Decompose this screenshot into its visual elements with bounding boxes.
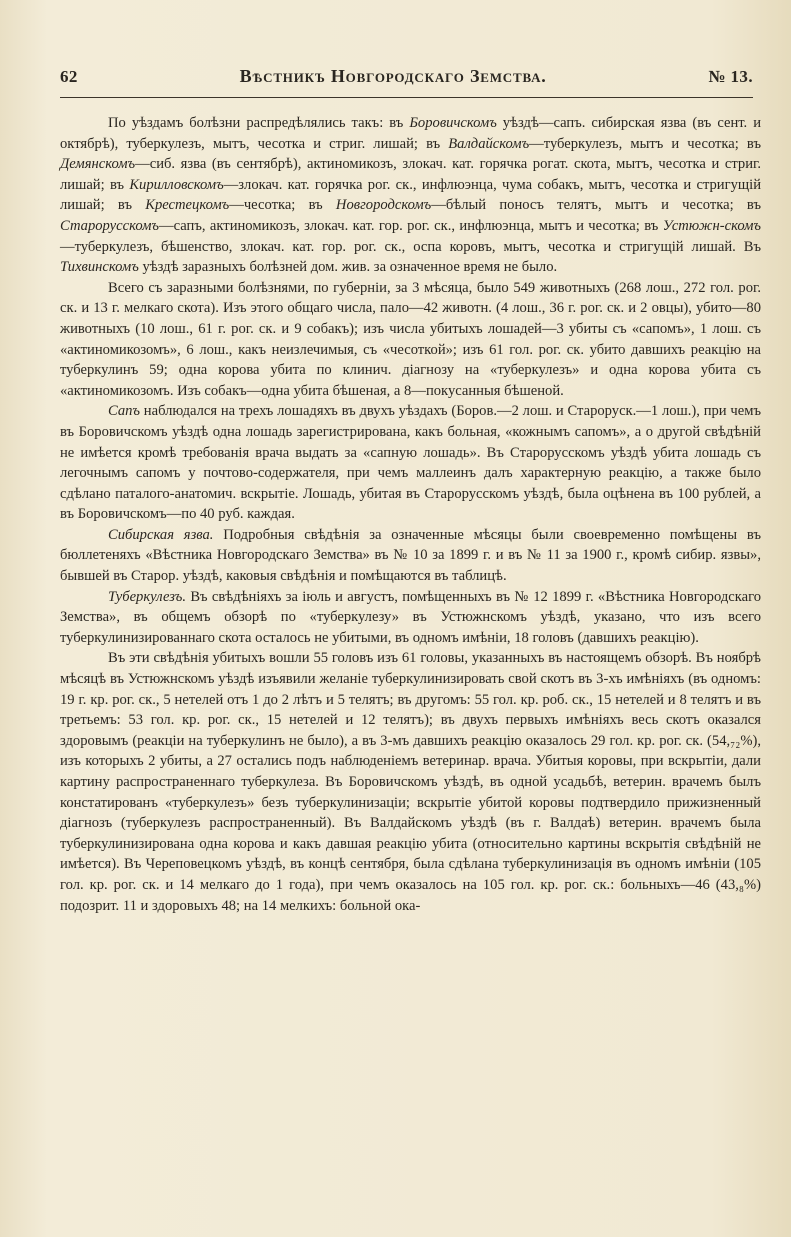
italic-term: Туберкулезъ.: [108, 588, 187, 605]
italic-term: Кирилловскомъ: [129, 176, 224, 193]
text-run: Всего съ заразными болѣзнями, по губерніи, за 3 мѣсяца, было 549 животныхъ (268 лош., 272 гол. рог. ск. и 13 г. мелкаго скота). Изъ этого общаго числа, пало—42 животн. (4 лош., 36 г. рог. ск. и 2 овцы), убито—80 животныхъ (10 лош., 61 г. рог. ск. и 9 собакъ); изъ числа убитыхъ лошадей—3 убиты съ «сапомъ», 1 лош. съ «актиномикозомъ», 6 лош., какъ неизлечимыя, съ «чесоткой»; изъ 61 гол. рог. ск. убито давшихъ реакцію на туберкулинъ 59; одна корова убита по клинич. діагнозу на «туберкулезъ» и одна корова убита съ «актиномикозомъ. Изъ собакъ—одна убита бѣшеная, а 8—покусанныя бѣшеной.: [60, 279, 761, 399]
page-number: 62: [60, 67, 78, 86]
italic-term: Валдайскомъ: [448, 135, 530, 152]
text-run: наблюдался на трехъ лошадяхъ въ двухъ уѣздахъ (Боров.—2 лош. и Староруск.—1 лош.), при чемъ въ Боровичскомъ уѣздѣ одна лошадь зарегистрирована, какъ больная, «кожнымъ сапомъ», а о другой свѣдѣній не имѣется кромѣ требованія врача выдать за «сапную лошадь». Въ Старорусскомъ уѣздѣ убита лошадь съ легочнымъ сапомъ у почтово-содержателя, при чемъ маллеинъ далъ характерную реакцію, а также было сдѣлано паталого-анатомич. вскрытіе. Лошадь, убитая въ Старорусскомъ уѣздѣ, была оцѣнена въ 100 рублей, а въ Боровичскомъ—по 40 руб. каждая.: [60, 403, 761, 523]
italic-term: Старорусскомъ: [60, 217, 159, 234]
text-run: —сапъ, актиномикозъ, злокач. кат. гор. рог. ск., инфлюэнца, мытъ и чесотка; въ: [159, 217, 663, 234]
article-body: [60, 113, 761, 916]
text-run: —злокач. кат. горячка рог. ск., инфлюэнца, чума собакъ, мытъ, чесотка и стригущій лишай; въ: [60, 176, 762, 214]
journal-title: Вѣстникъ Новгородскаго Земства.: [239, 66, 547, 86]
text-run: уѣздѣ—сапъ. сибирская язва (въ сент. и октябрѣ), туберкулезъ, мытъ, чесотка и стриг. лишай; въ: [60, 115, 761, 152]
italic-term: Боровичскомъ: [409, 115, 497, 131]
text-run: —туберкулезъ, мытъ и чесотка; въ: [529, 135, 761, 152]
issue-number: № 13.: [708, 67, 753, 86]
text-run: —туберкулезъ, бѣшенство, злокач. кат. гор. рог. ск., оспа коровъ, мытъ, чесотка и стригущій лишай. Въ: [60, 238, 761, 255]
paragraph-anthrax: [60, 525, 761, 587]
text-run: —сиб. язва (въ сентябрѣ), актиномикозъ, злокач. кат. горячка рогат. скота, мытъ, чесотка и стриг. лишай; въ: [60, 156, 761, 193]
italic-term: Устюжн-скомъ: [662, 217, 761, 234]
italic-term: Крестецкомъ: [145, 197, 230, 214]
text-run: Подробныя свѣдѣнія за означенные мѣсяцы были своевременно помѣщены въ бюллетеняхъ «Вѣстника Новгородскаго Земства» въ № 10 за 1899 г. и въ № 11 за 1900 г., кромѣ сибир. язвы», бывшей въ Старор. уѣздѣ, каковыя свѣдѣнія и помѣщаются въ таблицѣ.: [60, 526, 761, 585]
page-header: [60, 66, 753, 94]
italic-term: Демянскомъ: [60, 156, 136, 173]
text-run: уѣздѣ заразныхъ болѣзней дом. жив. за означенное время не было.: [138, 259, 558, 276]
paragraph-totals: [60, 278, 761, 402]
italic-term: Новгородскомъ: [335, 197, 432, 214]
text-run: Въ эти свѣдѣнія убитыхъ вошли 55 головъ изъ 61 головы, указанныхъ въ настоящемъ обзорѣ. Въ ноябрѣ мѣсяцѣ въ Устюжнскомъ уѣздѣ изъявили желаніе туберкулинизировать свой скотъ въ 3-хъ имѣніяхъ (въ одномъ: 19 г. кр. рог. ск., 5 нетелей отъ 1 до 2 лѣтъ и 5 телятъ; въ другомъ: 55 гол. кр. роб. ск., 15 нетелей и 8 телятъ и въ третьемъ: 53 гол. кр. рог. ск., 15 нетелей и 12 телятъ); въ двухъ первыхъ имѣніяхъ весь скотъ оказался здоровымъ (реакціи на туберкулинъ не было), а въ 3-мъ давшихъ реакцію оказалось 29 гол. кр. рог. ск. (54,₇₂%), изъ которыхъ 2 убиты, а 27 остались подъ наблюденіемъ ветеринар. врача. Убитыя коровы, при вскрытіи, дали картину распространеннаго туберкулеза. Въ Боровичскомъ уѣздѣ, въ одной усадьбѣ, ветерин. врачемъ былъ констатированъ «туберкулезъ» безъ туберкулинизаціи; вскрытіе убитой коровы подтвердило прижизненный діагнозъ (туберкулезъ распространенный). Въ Валдайскомъ уѣздѣ (въ г. Валдаѣ) ветерин. врачемъ была туберкулинизирована одна корова и какъ давшая реакцію убита (относительно картины вскрытія свѣдѣній не имѣется). Въ Череповецкомъ уѣздѣ, въ концѣ сентября, была сдѣлана туберкулинизація въ одномъ имѣніи (105 гол. кр. рог. ск. и 14 мелкаго до 1 года), при чемъ оказалось на 105 гол. кр. рог. ск.: больныхъ—46 (43,₈%) подозрит. 11 и здоровыхъ 48; на 14 мелкихъ: больной ока-: [60, 650, 761, 914]
paragraph-tuberculosis: [60, 587, 761, 649]
text-run: —бѣлый поносъ телятъ, мытъ и чесотка; въ: [431, 197, 761, 214]
header-rule: [60, 97, 753, 98]
paragraph-tuberculinization: [60, 648, 761, 916]
italic-term: Тихвинскомъ: [60, 259, 139, 276]
italic-term: Сапъ: [108, 403, 141, 420]
paragraph-districts: [60, 113, 761, 278]
italic-term: Сибирская язва.: [108, 526, 214, 543]
text-run: —чесотка; въ: [229, 197, 336, 214]
paragraph-glanders: [60, 401, 761, 525]
text-run: Въ свѣдѣніяхъ за іюль и августъ, помѣщенныхъ въ № 12 1899 г. «Вѣстника Новгородскаго Земства», въ общемъ обзорѣ по «туберкулезу» въ Устюжнскомъ уѣздѣ, указано, что изъ всего туберкулинизированнаго скота осталось не убитыми, въ одномъ имѣніи, 18 головъ (давшихъ реакцію).: [60, 588, 761, 646]
text-run: По уѣздамъ болѣзни распредѣлялись такъ: въ: [108, 115, 410, 131]
